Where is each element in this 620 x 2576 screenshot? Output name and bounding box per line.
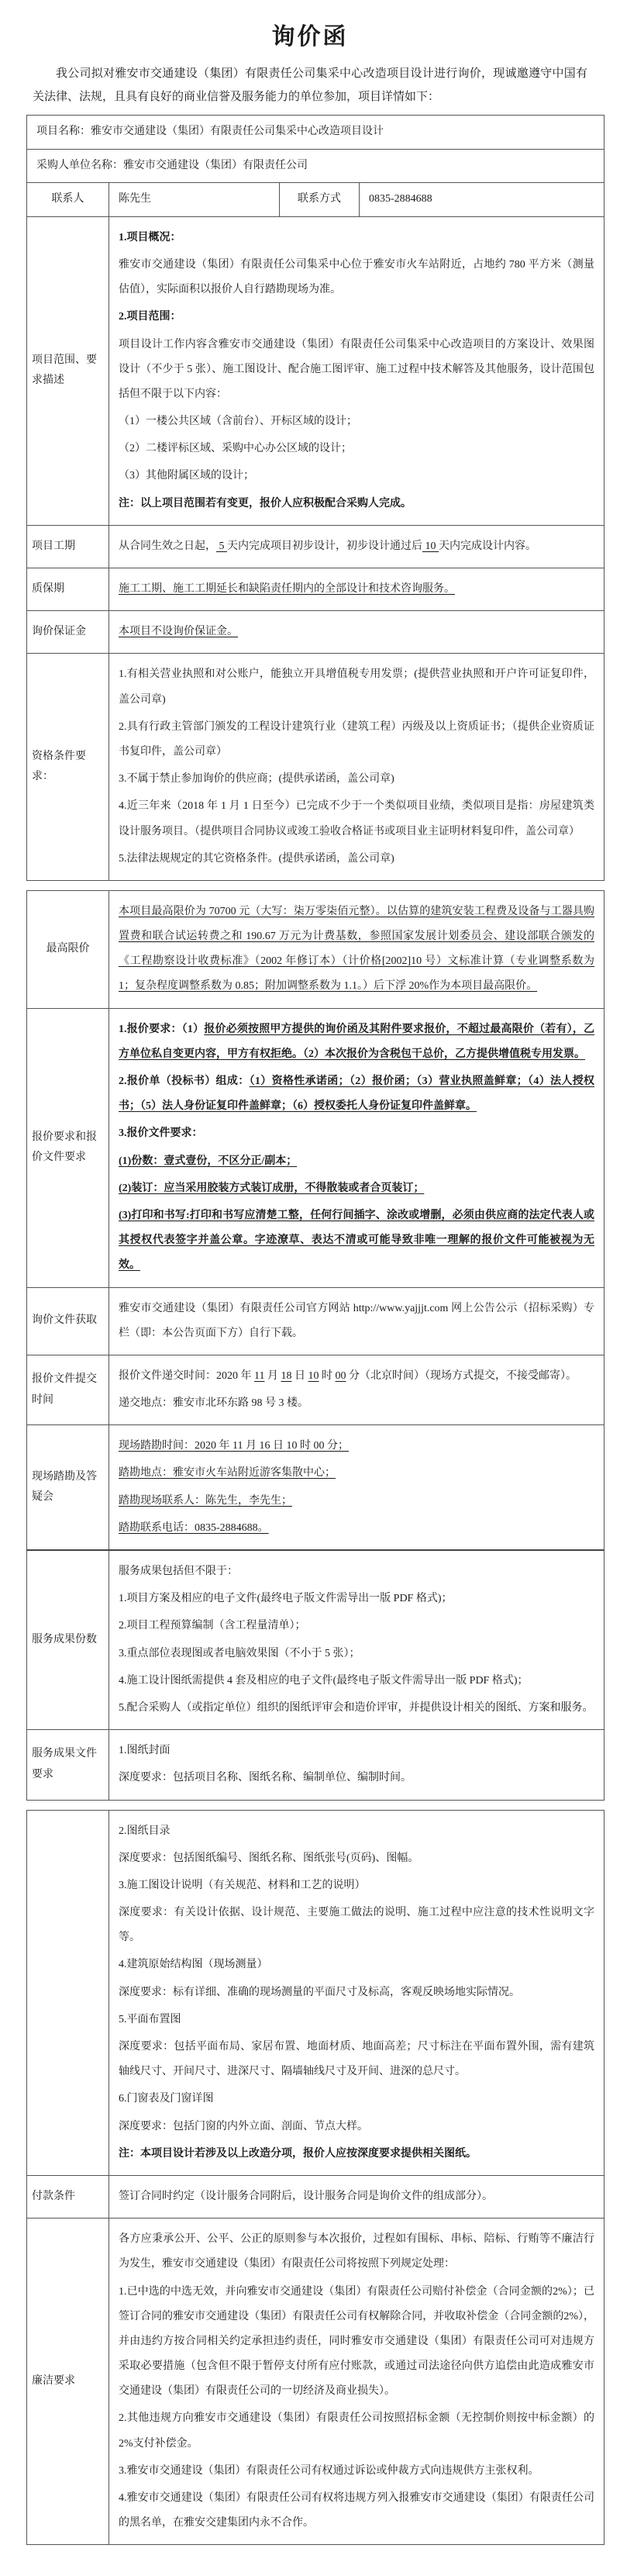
document-tables bbox=[0, 115, 620, 2545]
row-label: 现场踏勘及答疑会 bbox=[27, 1425, 109, 1550]
intro-paragraph: 我公司拟对雅安市交通建设（集团）有限责任公司集采中心改造项目设计进行询价，现诚邀遵守中国有关法律、法规，且具有良好的商业信誉及服务能力的单位参加，项目详情如下： bbox=[33, 67, 587, 103]
row-content bbox=[109, 611, 604, 654]
text-run: 4.建筑原始结构图（现场测量） bbox=[119, 1959, 268, 1971]
text-run: 本项目不设询价保证金。 bbox=[119, 626, 238, 638]
text-run: 2.报价单（投标书）组成： bbox=[119, 1076, 250, 1088]
paragraph bbox=[119, 1587, 594, 1611]
row-full-text bbox=[27, 116, 604, 150]
text-run: 深度要求：有关设计依据、设计规范、主要施工做法的说明、施工过程中应注意的技术性说明文字等。 bbox=[119, 1907, 595, 1944]
paragraph bbox=[119, 2142, 594, 2167]
paragraph bbox=[119, 1669, 594, 1694]
text-run: 1.图纸封面 bbox=[119, 1745, 170, 1757]
row-label: 报价文件提交时间 bbox=[27, 1355, 109, 1424]
table-row bbox=[27, 216, 604, 525]
text-run: 注：本项目设计若涉及以上改造分项，报价人应按深度要求提供相关图纸。 bbox=[119, 2147, 477, 2160]
table-row bbox=[27, 1425, 604, 1550]
inquiry-table-3 bbox=[26, 1810, 604, 2546]
paragraph bbox=[119, 534, 594, 559]
text-run: 雅安市交通建设（集团）有限责任公司官方网站 http://www.yajjjt.com 网上公告公示（招标采购）专栏（即：本公告页面下方）自行下载。 bbox=[119, 1302, 595, 1339]
page-title: 询价函 bbox=[271, 24, 349, 50]
row-content bbox=[109, 1425, 604, 1550]
table-row bbox=[27, 2219, 604, 2545]
paragraph bbox=[119, 333, 594, 408]
paragraph bbox=[119, 2035, 594, 2084]
text-run: (2)装订：应当采用胶装方式装订成册，不得散装或者合页装订； bbox=[119, 1182, 425, 1194]
paragraph bbox=[119, 2184, 594, 2209]
row-content bbox=[109, 216, 604, 525]
text-run: 本项目最高限价为 70700 元（大写：柒万零柒佰元整）。以估算的建筑安装工程费及设备与工器具购置费和联合试运转费之和 190.67 万元为计费基数，参照国家发展计划委员会、建设部联合颁发的《工程勘察设计收费标准》（2002 年修订本）（计价格[2002]10 号）文标准计算（专业调整系数为 1；复杂程度调整系数为 0.85；附加调整系数为 1.1。）后下浮 20%作为本项目最高限价。 bbox=[119, 905, 595, 993]
row-label: 质保期 bbox=[27, 568, 109, 611]
paragraph bbox=[119, 1017, 594, 1067]
paragraph bbox=[119, 2008, 594, 2032]
row-label: 服务成果份数 bbox=[27, 1550, 109, 1730]
table-row bbox=[27, 1730, 604, 1800]
text-run: 5.法律法规规定的其它资格条件。(提供承诺函，盖公司章) bbox=[119, 852, 394, 865]
text-run: （1）一楼公共区域（含前台）、开标区域的设计； bbox=[119, 416, 357, 428]
row-content bbox=[109, 1810, 604, 2175]
row-content bbox=[109, 1730, 604, 1800]
paragraph bbox=[119, 464, 594, 489]
paragraph bbox=[119, 1149, 594, 1174]
row-label: 服务成果文件要求 bbox=[27, 1730, 109, 1800]
paragraph bbox=[119, 2280, 594, 2405]
paragraph bbox=[119, 2087, 594, 2112]
paragraph bbox=[119, 1176, 594, 1201]
table-row bbox=[27, 611, 604, 654]
inquiry-table-2 bbox=[26, 890, 604, 1801]
text-run: 00 bbox=[335, 1369, 346, 1382]
text-run: 深度要求：标有详细、准确的现场测量的平面尺寸及标高，客观反映场地实际情况。 bbox=[119, 1986, 520, 1998]
text-run: 深度要求：包括门窗的内外立面、剖面、节点大样。 bbox=[119, 2120, 368, 2132]
text-run: 月 bbox=[264, 1369, 281, 1382]
text-run: 采购人单位名称：雅安市交通建设（集团）有限责任公司 bbox=[36, 159, 308, 171]
row-content bbox=[109, 654, 604, 881]
paragraph bbox=[119, 1121, 594, 1146]
field-label: 联系方式 bbox=[280, 183, 360, 217]
text-run: (3)打印和书写:打印和书写应清楚工整，任何行间插字、涂改或增删，必须由供应商的法定代表人或其授权代表签字并盖公章。字迹潦草、表达不清或可能导致非唯一理解的报价文件可能被视为无效。 bbox=[119, 1209, 595, 1272]
paragraph bbox=[119, 409, 594, 434]
paragraph bbox=[119, 1614, 594, 1638]
paragraph bbox=[119, 1873, 594, 1898]
field-value: 0835-2884688 bbox=[360, 183, 604, 217]
table-row bbox=[27, 1355, 604, 1424]
paragraph bbox=[119, 620, 594, 644]
text-run: 服务成果包括但不限于： bbox=[119, 1566, 238, 1578]
text-run: 3.报价文件要求： bbox=[119, 1127, 203, 1140]
text-run: 4.施工设计图纸需提供 4 套及相应的电子文件(最终电子版文件需导出一版 PDF 格式)； bbox=[119, 1674, 529, 1687]
text-run: (1)份数：壹式壹份，不区分正/副本； bbox=[119, 1155, 298, 1167]
text-run: 3.雅安市交通建设（集团）有限责任公司有权通过诉讼或仲裁方式向违规供方主张权利。 bbox=[119, 2464, 539, 2477]
text-run: （3）其他附属区域的设计； bbox=[119, 470, 254, 482]
paragraph bbox=[119, 1297, 594, 1346]
paragraph bbox=[119, 715, 594, 765]
paragraph bbox=[119, 1489, 594, 1514]
text-run: 4.雅安市交通建设（集团）有限责任公司有权将违规方列入报雅安市交通建设（集团）有限责任公司的黑名单，在雅安交建集团内永不合作。 bbox=[119, 2492, 595, 2529]
row-content bbox=[109, 2175, 604, 2218]
paragraph bbox=[119, 794, 594, 844]
row-label: 项目工期 bbox=[27, 525, 109, 568]
paragraph bbox=[119, 1364, 594, 1389]
text-run: 11 bbox=[254, 1369, 265, 1382]
paragraph bbox=[119, 1434, 594, 1459]
row-content bbox=[109, 1550, 604, 1730]
table-row bbox=[27, 183, 604, 217]
text-run: 从合同生效之日起， bbox=[119, 540, 216, 552]
paragraph bbox=[119, 2115, 594, 2139]
table-row bbox=[27, 890, 604, 1008]
row-content bbox=[109, 2219, 604, 2545]
paragraph bbox=[119, 767, 594, 792]
text-run: 各方应秉承公开、公平、公正的原则参与本次报价，过程如有围标、串标、陪标、行贿等不廉洁行为发生，雅安市交通建设（集团）有限责任公司将按照下列规定处理： bbox=[119, 2233, 595, 2270]
paragraph bbox=[119, 1559, 594, 1584]
text-run: 报价文件递交时间：2020 年 bbox=[119, 1369, 254, 1382]
paragraph bbox=[119, 1516, 594, 1541]
paragraph bbox=[119, 1203, 594, 1279]
row-content bbox=[109, 1008, 604, 1287]
table-row bbox=[27, 525, 604, 568]
table-row bbox=[27, 1550, 604, 1730]
paragraph bbox=[119, 577, 594, 602]
text-run: 2.项目工程预算编制（含工程量清单）； bbox=[119, 1620, 306, 1632]
row-label: 报价要求和报价文件要求 bbox=[27, 1008, 109, 1287]
text-run: 注：以上项目范围若有变更，报价人应积极配合采购人完成。 bbox=[119, 497, 412, 509]
text-run: 4.近三年来（2018 年 1 月 1 日至今）已完成不少于一个类似项目业绩，类似项目是指：房屋建筑类设计服务项目。（提供项目合同协议或竣工验收合格证书或项目业主证明材料复印件，盖公司章） bbox=[119, 800, 594, 837]
paragraph bbox=[119, 2486, 594, 2536]
paragraph bbox=[119, 437, 594, 461]
row-content bbox=[109, 568, 604, 611]
row-label: 项目范围、要求描述 bbox=[27, 216, 109, 525]
text-run: 3.施工图设计说明（有关规范、材料和工艺的说明） bbox=[119, 1879, 366, 1891]
row-content bbox=[109, 1287, 604, 1355]
table-row bbox=[27, 1287, 604, 1355]
row-label: 廉洁要求 bbox=[27, 2219, 109, 2545]
row-content bbox=[109, 1355, 604, 1424]
text-run: 踏勘地点：雅安市火车站附近游客集散中心； bbox=[119, 1467, 336, 1480]
text-run: 深度要求：包括图纸编号、图纸名称、图纸张号(页码)、图幅。 bbox=[119, 1852, 419, 1864]
text-run: 深度要求：包括平面布局、家居布置、地面材质、地面高差；尺寸标注在平面布置外围，需有建筑轴线尺寸、开间尺寸、进深尺寸、隔墙轴线尺寸及开间、进深的总尺寸。 bbox=[119, 2041, 595, 2078]
paragraph bbox=[119, 1069, 594, 1119]
text-run: 踏勘联系电话：0835-2884688。 bbox=[119, 1521, 269, 1534]
paragraph bbox=[119, 2459, 594, 2484]
text-run: 10 bbox=[308, 1369, 319, 1382]
paragraph bbox=[119, 662, 594, 712]
paragraph bbox=[119, 305, 594, 330]
paragraph bbox=[119, 1642, 594, 1666]
table-row bbox=[27, 654, 604, 881]
text-run: 项目设计工作内容含雅安市交通建设（集团）有限责任公司集采中心改造项目的方案设计、效果图设计（不少于 5 张）、施工图设计、配合施工图评审、施工过程中技术解答及其他服务，设计范围包括但不限于以下内容： bbox=[119, 338, 594, 400]
paragraph bbox=[119, 1766, 594, 1790]
text-run: 踏勘现场联系人：陈先生，李先生； bbox=[119, 1494, 292, 1507]
paragraph bbox=[119, 847, 594, 872]
text-run: 18 bbox=[281, 1369, 292, 1382]
text-run: 1.已中选的中选无效，并向雅安市交通建设（集团）有限责任公司赔付补偿金（合同金额的2%）；已签订合同的雅安市交通建设（集团）有限责任公司有权解除合同，并收取补偿金（合同金额的2%），并由违约方按合同相关约定承担违约责任，同时雅安市交通建设（集团）有限责任公司可对违规方采取必要措施（包含但不限于暂停支付所有应付账款，或通过司法途径向供方追偿由此造成雅安市交通建设（集团）有限责任公司的一切经济及商业损失）。 bbox=[119, 2285, 595, 2398]
table-row bbox=[27, 2175, 604, 2218]
text-run: 项目名称：雅安市交通建设（集团）有限责任公司集采中心改造项目设计 bbox=[36, 126, 384, 137]
paragraph bbox=[119, 1391, 594, 1416]
text-run: 2.具有行政主管部门颁发的工程设计建筑行业（建筑工程）丙级及以上资质证书；（提供企业资质证书复印件，盖公司章） bbox=[119, 720, 594, 758]
row-label: 资格条件要求： bbox=[27, 654, 109, 881]
text-run: 2.图纸目录 bbox=[119, 1825, 170, 1837]
row-label: 询价保证金 bbox=[27, 611, 109, 654]
paragraph bbox=[119, 1461, 594, 1486]
text-run: 分（北京时间）（现场方式提交，不接受邮寄）。 bbox=[346, 1369, 577, 1382]
table-row bbox=[27, 116, 604, 150]
text-run: 天内完成项目初步设计，初步设计通过后 bbox=[227, 540, 422, 552]
paragraph bbox=[119, 2406, 594, 2456]
text-run: 日 bbox=[291, 1369, 308, 1382]
text-run: 递交地点：雅安市北环东路 98 号 3 楼。 bbox=[119, 1397, 308, 1410]
field-label: 联系人 bbox=[27, 183, 109, 217]
row-label: 询价文件获取 bbox=[27, 1287, 109, 1355]
table-row bbox=[27, 1008, 604, 1287]
text-run: 3.重点部位表现图或者电脑效果图（不小于 5 张）； bbox=[119, 1647, 360, 1659]
text-run: 1.有相关营业执照和对公账户，能独立开具增值税专用发票；(提供营业执照和开户许可证复印件，盖公司章) bbox=[119, 668, 594, 706]
row-label bbox=[27, 1810, 109, 2175]
text-run: 5 bbox=[216, 540, 227, 552]
text-run: 1.项目方案及相应的电子文件(最终电子版文件需导出一版 PDF 格式)； bbox=[119, 1593, 453, 1605]
text-run: 雅安市交通建设（集团）有限责任公司集采中心位于雅安市火车站附近，占地约 780 平方米（测量估值），实际面积以报价人自行踏勘现场为准。 bbox=[119, 258, 594, 296]
field-value: 陈先生 bbox=[109, 183, 280, 217]
row-label: 最高限价 bbox=[27, 890, 109, 1008]
paragraph bbox=[119, 1696, 594, 1721]
paragraph bbox=[119, 1739, 594, 1763]
text-run: 2.项目范围： bbox=[119, 311, 181, 323]
table-row bbox=[27, 1810, 604, 2175]
text-run: 施工工期、施工工期延长和缺陷责任期内的全部设计和技术咨询服务。 bbox=[119, 583, 455, 596]
text-run: （1）资格性承诺函；（2）报价函；（3）营业执照盖鲜章；（4）法人授权书；（5）法人身份证复印件盖鲜章；（6）授权委托人身份证复印件盖鲜章。 bbox=[119, 1076, 595, 1113]
text-run: 5.配合采购人（或指定单位）组织的图纸评审会和造价评审，并提供设计相关的图纸、方案和服务。 bbox=[119, 1701, 594, 1714]
text-run: 1.项目概况： bbox=[119, 231, 181, 243]
inquiry-table-1 bbox=[26, 115, 604, 881]
text-run: 10 bbox=[422, 540, 439, 552]
row-full-text bbox=[27, 149, 604, 183]
text-run: 时 bbox=[319, 1369, 336, 1382]
paragraph bbox=[119, 1901, 594, 1950]
text-run: 天内完成设计内容。 bbox=[439, 540, 536, 552]
text-run: 报价必须按照甲方提供的询价函及其附件要求报价，不超过最高限价（若有），乙方单位私自变更内容，甲方有权拒绝。（2）本次报价为含税包干总价，乙方提供增值税专用发票。 bbox=[119, 1023, 595, 1060]
paragraph bbox=[119, 1980, 594, 2005]
text-run: 1.报价要求：（1） bbox=[119, 1023, 205, 1035]
text-run: 5.平面布置图 bbox=[119, 2013, 181, 2025]
paragraph bbox=[119, 253, 594, 302]
paragraph bbox=[119, 1953, 594, 1977]
text-run: 深度要求：包括项目名称、图纸名称、编制单位、编制时间。 bbox=[119, 1772, 412, 1784]
row-label: 付款条件 bbox=[27, 2175, 109, 2218]
text-run: 现场踏勘时间：2020 年 11 月 16 日 10 时 00 分； bbox=[119, 1440, 349, 1452]
table-row bbox=[27, 568, 604, 611]
text-run: 3.不属于禁止参加询价的供应商；(提供承诺函，盖公司章) bbox=[119, 773, 394, 786]
table-row bbox=[27, 149, 604, 183]
text-run: 6.门窗表及门窗详图 bbox=[119, 2093, 214, 2105]
paragraph bbox=[119, 900, 594, 1000]
paragraph bbox=[119, 226, 594, 250]
paragraph bbox=[119, 1819, 594, 1844]
paragraph bbox=[119, 2227, 594, 2277]
text-run: 签订合同时约定（设计服务合同附后，设计服务合同是询价文件的组成部分）。 bbox=[119, 2190, 493, 2202]
text-run: （2）二楼评标区域、采购中心办公区域的设计； bbox=[119, 443, 352, 455]
row-content bbox=[109, 890, 604, 1008]
text-run: 2.其他违规方向雅安市交通建设（集团）有限责任公司按照招标金额（无控制价则按中标金额）的2%支付补偿金。 bbox=[119, 2412, 595, 2450]
row-content bbox=[109, 525, 604, 568]
paragraph bbox=[119, 1846, 594, 1871]
paragraph bbox=[119, 492, 594, 516]
